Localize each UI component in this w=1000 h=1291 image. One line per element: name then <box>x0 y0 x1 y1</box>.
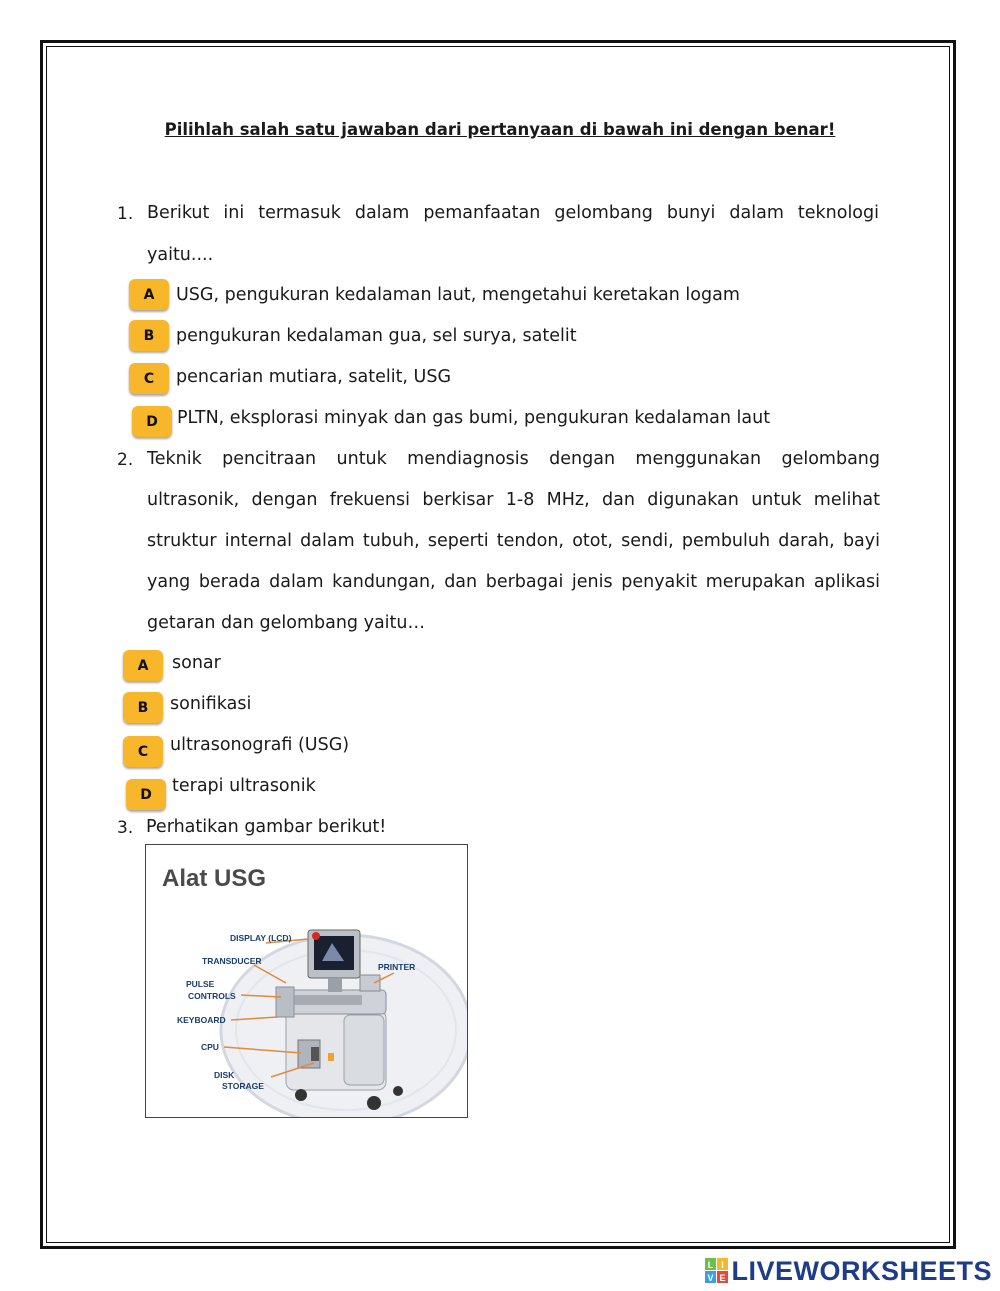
question-1-line-2: yaitu.... <box>147 245 214 265</box>
label-printer: PRINTER <box>378 962 416 972</box>
question-1-line-1: Berikut ini termasuk dalam pemanfaatan gelombang bunyi dalam teknologi <box>147 203 879 223</box>
q1-option-b-button[interactable]: B <box>129 320 169 351</box>
svg-text:E: E <box>719 1273 726 1283</box>
q2-option-b-text: sonifikasi <box>170 694 252 714</box>
liveworksheets-logo-icon <box>705 1258 729 1284</box>
question-2-line-5: getaran dan gelombang yaitu… <box>147 613 426 633</box>
question-2-line-2: ultrasonik, dengan frekuensi berkisar 1-8 MHz, dan digunakan untuk melihat <box>147 490 880 510</box>
instruction-title: Pilihlah salah satu jawaban dari pertanyaan di bawah ini dengan benar! <box>164 120 836 139</box>
label-cpu: CPU <box>201 1042 219 1052</box>
label-controls: CONTROLS <box>188 991 236 1001</box>
q2-option-d-button[interactable]: D <box>126 779 166 810</box>
label-storage: STORAGE <box>222 1081 264 1091</box>
question-2-line-4: yang berada dalam kandungan, dan berbagai jenis penyakit merupakan aplikasi <box>147 572 880 592</box>
figure-title: Alat USG <box>162 865 267 892</box>
ultrasound-machine-figure <box>145 844 468 1118</box>
label-disk: DISK <box>214 1070 235 1080</box>
q1-option-a-button[interactable]: A <box>129 279 169 310</box>
q2-option-b-button[interactable]: B <box>123 692 163 723</box>
liveworksheets-logo-text: LIVEWORKSHEETS <box>731 1255 992 1286</box>
q1-option-c-button[interactable]: C <box>129 363 169 394</box>
q2-option-c-text: ultrasonografi (USG) <box>170 735 350 755</box>
q1-option-d-text: PLTN, eksplorasi minyak dan gas bumi, pengukuran kedalaman laut <box>177 408 771 428</box>
q1-option-a-text: USG, pengukuran kedalaman laut, mengetahui keretakan logam <box>176 285 740 305</box>
svg-text:L: L <box>708 1260 714 1270</box>
label-transducer: TRANSDUCER <box>202 956 262 966</box>
question-3-text: Perhatikan gambar berikut! <box>146 817 387 837</box>
question-3-number: 3. <box>117 818 134 838</box>
q2-option-c-button[interactable]: C <box>123 736 163 767</box>
question-2-line-3: struktur internal dalam tubuh, seperti tendon, otot, sendi, pembuluh darah, bayi <box>147 531 880 551</box>
label-keyboard: KEYBOARD <box>177 1015 226 1025</box>
question-1-number: 1. <box>117 204 134 224</box>
q2-option-a-button[interactable]: A <box>123 650 163 681</box>
label-pulse: PULSE <box>186 979 215 989</box>
q2-option-a-text: sonar <box>172 653 221 673</box>
label-display: DISPLAY (LCD) <box>230 933 292 943</box>
q1-option-d-button[interactable]: D <box>132 406 172 437</box>
question-2-number: 2. <box>117 450 134 470</box>
q1-option-c-text: pencarian mutiara, satelit, USG <box>176 367 452 387</box>
svg-text:V: V <box>707 1273 714 1283</box>
question-2-line-1: Teknik pencitraan untuk mendiagnosis dengan menggunakan gelombang <box>147 449 880 469</box>
q1-option-b-text: pengukuran kedalaman gua, sel surya, satelit <box>176 326 577 346</box>
liveworksheets-logo <box>705 1256 992 1286</box>
q2-option-d-text: terapi ultrasonik <box>172 776 316 796</box>
svg-text:I: I <box>721 1260 725 1270</box>
